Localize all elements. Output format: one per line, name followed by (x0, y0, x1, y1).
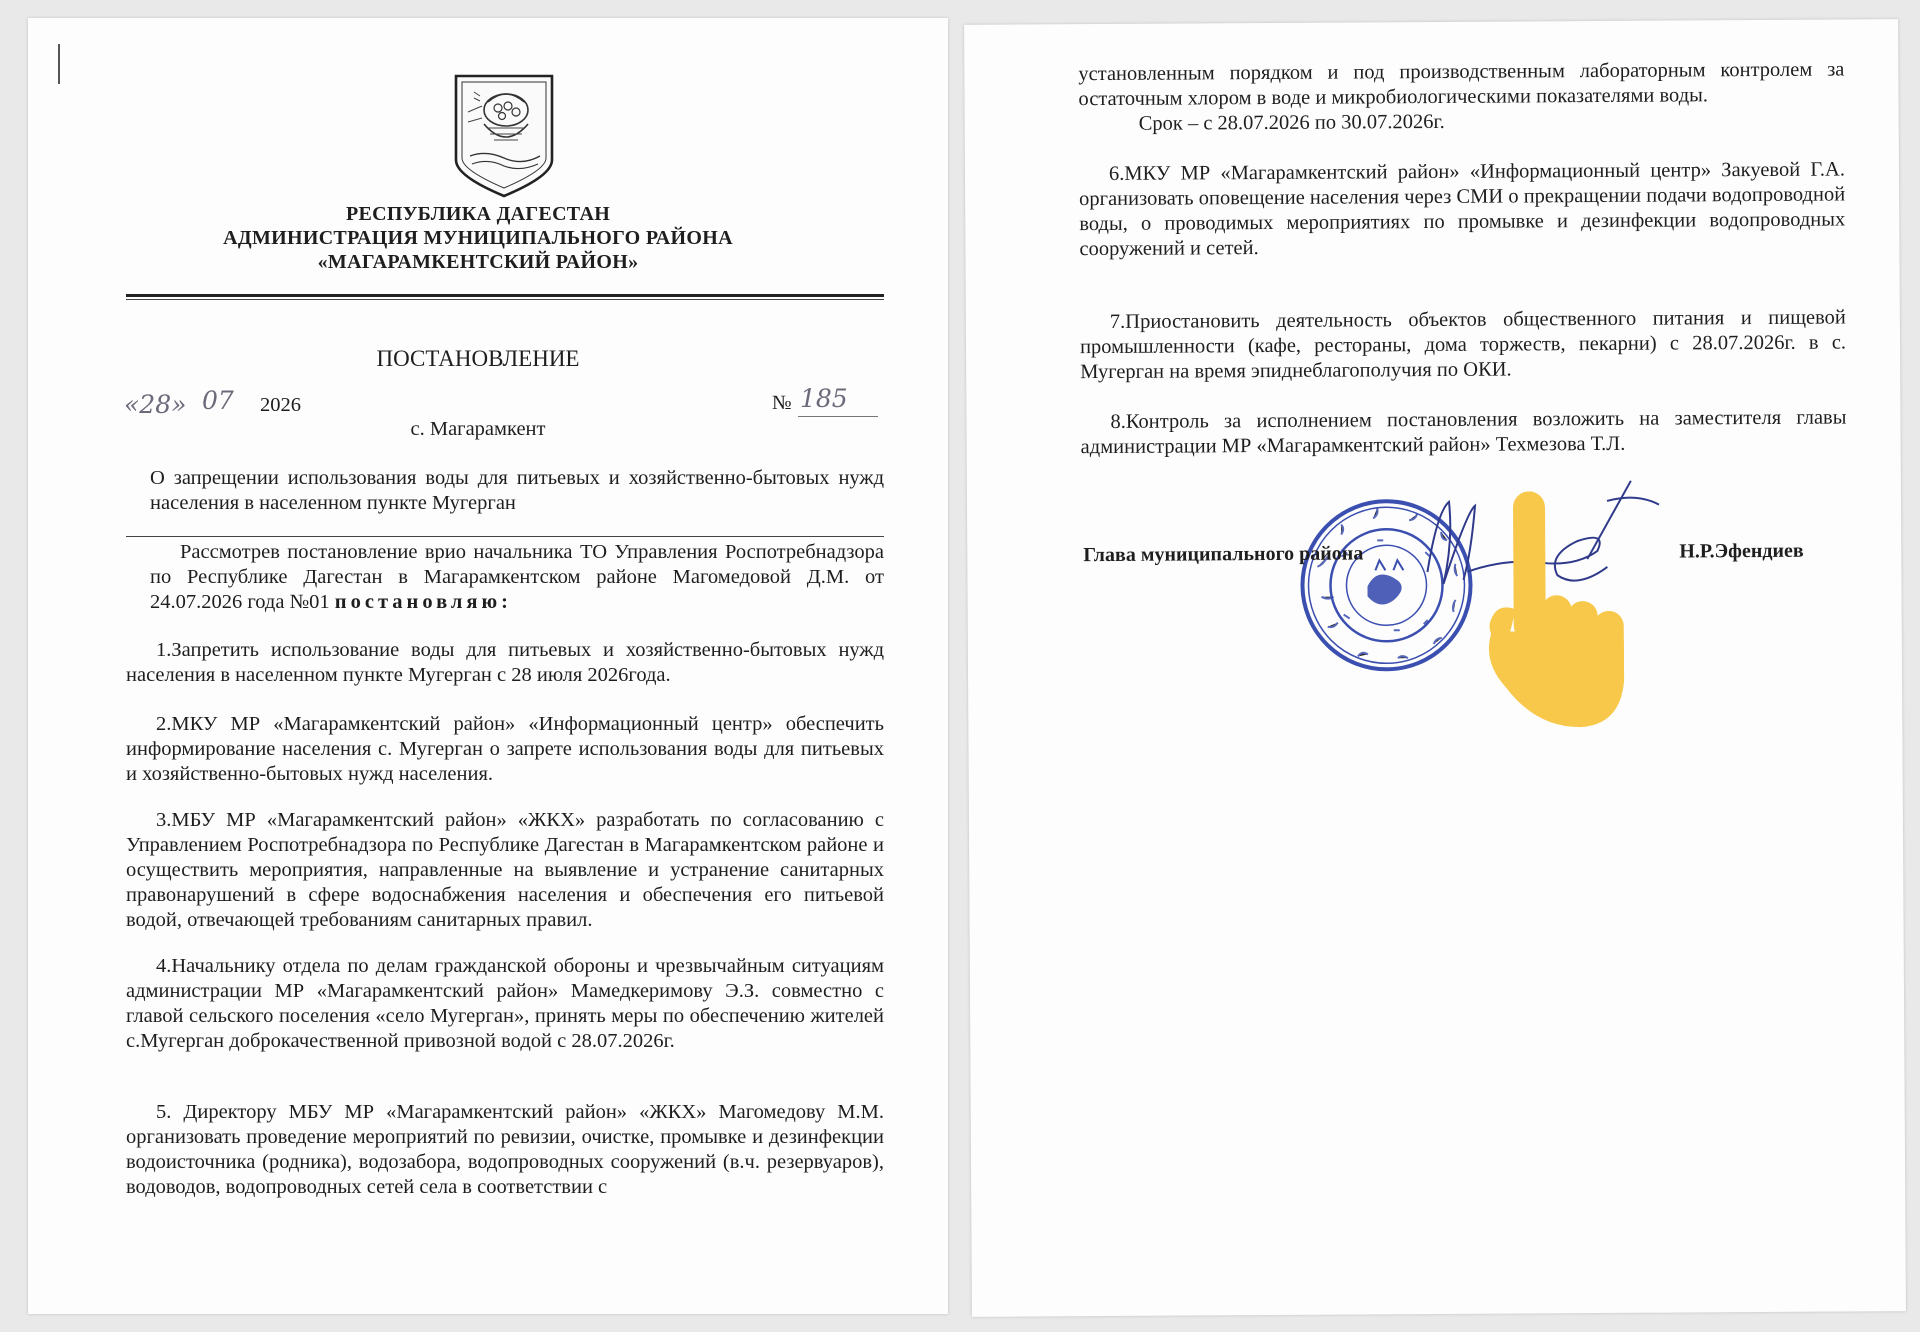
header-administration: АДМИНИСТРАЦИЯ МУНИЦИПАЛЬНОГО РАЙОНА (223, 227, 733, 249)
handwritten-day: «28» (124, 390, 187, 419)
subject-text: О запрещении использования воды для питьевых и хозяйственно-бытовых нужд населения в населенном пункте Мугерган (150, 467, 884, 514)
header-rule (126, 294, 884, 297)
item-5-continuation: установленным порядком и под производственным лабораторным контролем за остаточным хлором в воде и микробиологическими показателями воды. (1078, 58, 1845, 111)
item-7: 7.Приостановить деятельность объектов общественного питания и пищевой промышленности (кафе, рестораны, дома торжеств, пекарни) с 28.07.2026г. в с. Мугерган на время эпиднеблагополучия по ОКИ. (1079, 306, 1847, 384)
handwritten-month: 07 (202, 386, 234, 415)
scan-artifact-mark (58, 44, 60, 84)
pointing-finger-icon (1475, 491, 1646, 732)
item-8: 8.Контроль за исполнением постановления возложить на заместителя главы администрации МР «Магарамкентский район» Техмезова Т.Л. (1080, 406, 1847, 459)
preamble-text: Рассмотрев постановление врио начальника ТО Управления Роспотребнадзора по Республике Дагестан в Магарамкентском районе Магомедовой Д.М. от 24.07.2026 года №01 (150, 541, 884, 613)
document-page-right (964, 19, 1906, 1317)
item-4: 4.Начальнику отдела по делам гражданской обороны и чрезвычайным ситуациям администрации МР «Магарамкентский район» Мамедкеримову Э.З. совместно с главой сельского поселения «село Мугерган», принять меры по обеспечению жителей с.Мугерган доброкачественной привозной водой с 28.07.2026г. (126, 955, 884, 1052)
header-republic: РЕСПУБЛИКА ДАГЕСТАН (345, 203, 611, 225)
item-5: 5. Директору МБУ МР «Магарамкентский район» «ЖКХ» Магомедову М.М. организовать проведение мероприятий по ревизии, очистке, промывке и дезинфекции водоисточника (родника), водозабора, водопроводных сооружений (в.ч. резервуаров), водоводов, водопроводных сетей села в соответствии с (126, 1101, 884, 1198)
place-name: с. Магарамкент (410, 418, 546, 440)
preamble-paragraph (150, 540, 884, 615)
header-rule-thin (126, 299, 884, 300)
document-page-left (28, 18, 948, 1314)
date-year: 2026 (260, 394, 301, 416)
signature-name: Н.Р.Эфендиев (1679, 539, 1804, 563)
signature-title: Глава муниципального района (1083, 542, 1364, 567)
document-title: ПОСТАНОВЛЕНИЕ (376, 346, 580, 371)
number-underline (798, 416, 878, 417)
item-3: 3.МБУ МР «Магарамкентский район» «ЖКХ» разработать по согласованию с Управлением Роспотребнадзора по Республике Дагестан в Магарамкентском районе и осуществить мероприятия, направленные на выявление и устранение санитарных правонарушений в сфере водоснабжения населения и обеспечения его питьевой водой, отвечающей требованиям санитарных правил. (126, 809, 884, 931)
header-district: «МАГАРАМКЕНТСКИЙ РАЙОН» (317, 251, 639, 273)
coat-of-arms-icon (452, 72, 556, 198)
item-2: 2.МКУ МР «Магарамкентский район» «Информационный центр» обеспечить информирование населения с. Мугерган о запрете использования воды для питьевых и хозяйственно-бытовых нужд населения. (126, 713, 884, 785)
handwritten-number: 185 (800, 384, 848, 413)
item-1: 1.Запретить использование воды для питьевых и хозяйственно-бытовых нужд населения в населенном пункте Мугерган с 28 июля 2026года. (126, 639, 884, 686)
subject-rule (126, 536, 884, 537)
item-6: 6.МКУ МР «Магарамкентский район» «Информационный центр» Закуевой Г.А. организовать оповещение населения через СМИ о прекращении подачи водопроводной воды, о проводимых мероприятиях по промывке и дезинфекции водопроводных сооружений и сетей. (1079, 158, 1846, 261)
item-5-term: Срок – с 28.07.2026 по 30.07.2026г. (1138, 110, 1445, 135)
number-prefix: № (772, 392, 792, 414)
resolve-text: постановляю: (334, 591, 512, 613)
